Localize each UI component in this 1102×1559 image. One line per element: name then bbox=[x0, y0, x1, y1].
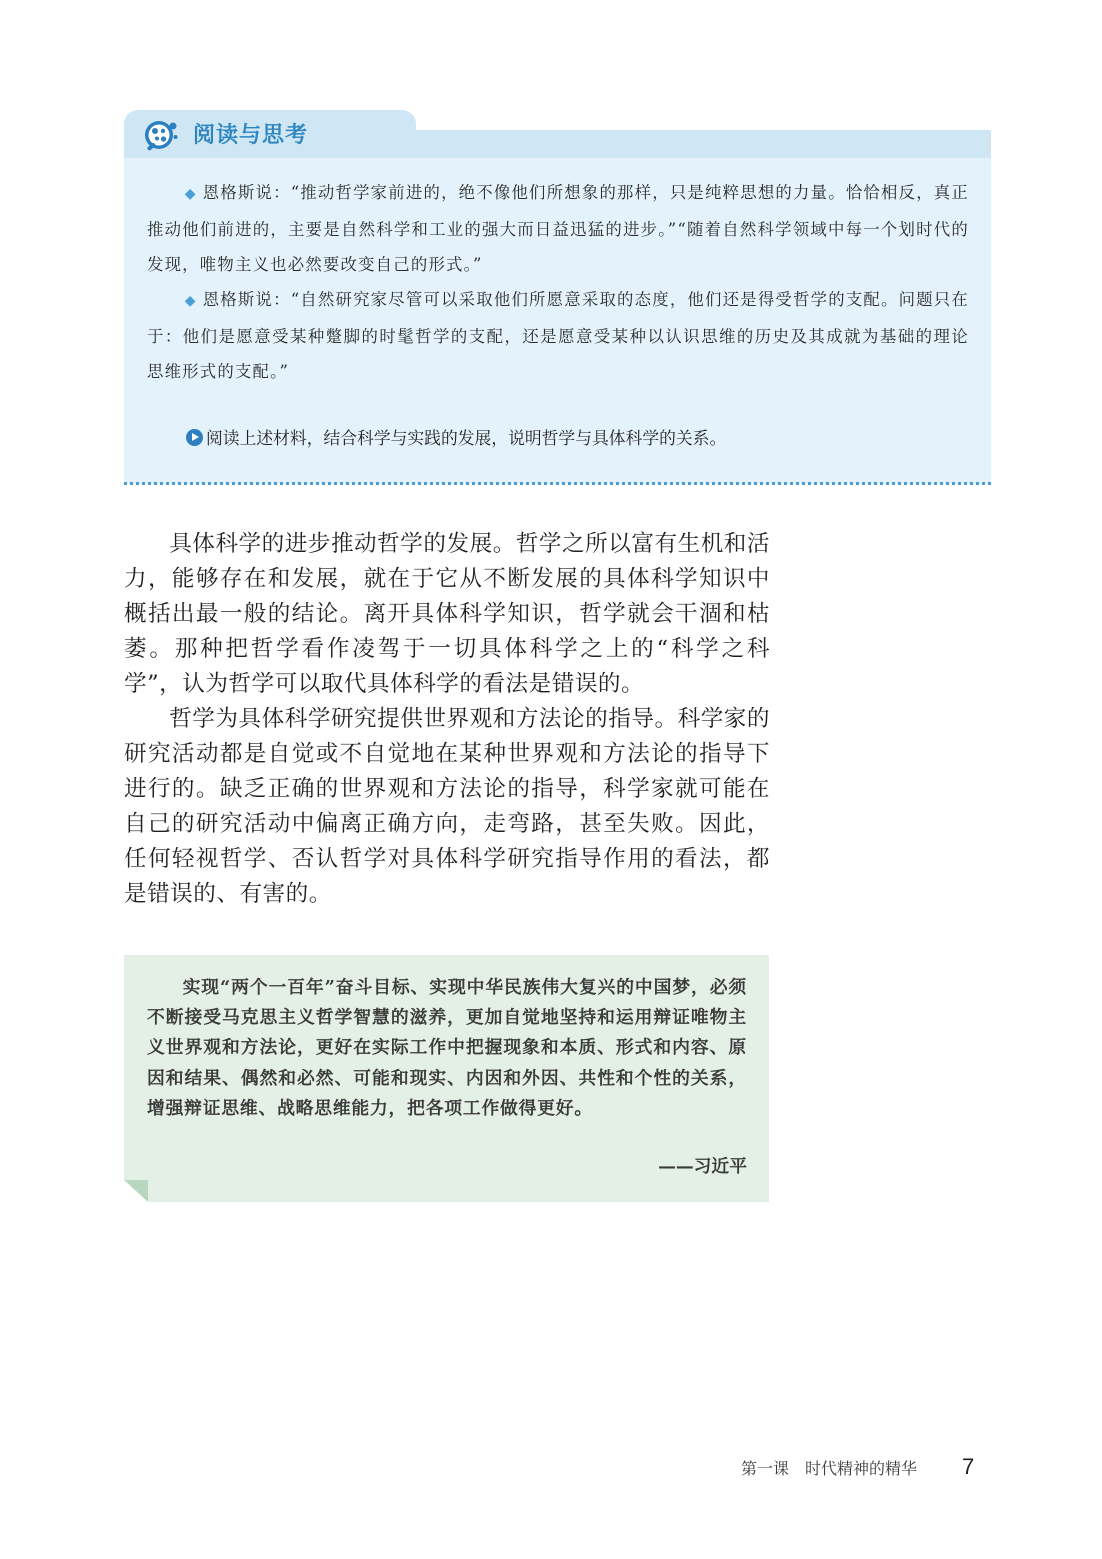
dotted-divider bbox=[124, 482, 991, 485]
quote-text: 恩格斯说：“自然研究家尽管可以采取他们所愿意采取的态度，他们还是得受哲学的支配。问题只在于：他们是愿意受某种蹩脚的时髦哲学的支配，还是愿意受某种以认识思维的历史及其成就为基础的理论思维形式的支配。” bbox=[147, 290, 969, 381]
question-text: 阅读上述材料，结合科学与实践的发展，说明哲学与具体科学的关系。 bbox=[206, 428, 727, 448]
reading-thinking-title: 阅读与思考 bbox=[193, 123, 309, 148]
quote-author: ——习近平 bbox=[658, 1156, 747, 1177]
body-paragraph: 具体科学的进步推动哲学的发展。哲学之所以富有生机和活力，能够存在和发展，就在于它从不断发展的具体科学知识中概括出最一般的结论。离开具体科学知识，哲学就会干涸和枯萎。那种把哲学看作凌驾于一切具体科学之上的“科学之科学”，认为哲学可以取代具体科学的看法是错误的。 bbox=[124, 531, 770, 697]
arrow-circle-icon bbox=[186, 429, 203, 446]
page-number: 7 bbox=[962, 1454, 975, 1479]
quote-text bbox=[147, 973, 747, 1124]
body-paragraph: 哲学为具体科学研究提供世界观和方法论的指导。科学家的研究活动都是自觉或不自觉地在某种世界观和方法论的指导下进行的。缺乏正确的世界观和方法论的指导，科学家就可能在自己的研究活动中偏离正确方向，走弯路，甚至失败。因此，任何轻视哲学、否认哲学对具体科学研究指导作用的看法，都是错误的、有害的。 bbox=[124, 706, 770, 907]
diamond-bullet-icon: ◆ bbox=[184, 186, 197, 202]
quote-paragraph bbox=[147, 282, 969, 389]
quote-paragraph bbox=[147, 175, 969, 282]
quote-box-folded-corner bbox=[124, 1180, 148, 1202]
reading-quotes bbox=[147, 175, 969, 389]
quote-paragraph: 实现“两个一百年”奋斗目标、实现中华民族伟大复兴的中国梦，必须不断接受马克思主义哲学智慧的滋养，更加自觉地坚持和运用辩证唯物主义世界观和方法论，更好在实际工作中把握现象和本质、形式和内容、原因和结果、偶然和必然、可能和现实、内因和外因、共性和个性的关系，增强辩证思维、战略思维能力，把各项工作做得更好。 bbox=[147, 977, 747, 1119]
reading-question bbox=[186, 424, 726, 452]
body-text bbox=[124, 527, 770, 912]
diamond-bullet-icon: ◆ bbox=[184, 293, 197, 309]
quote-text: 恩格斯说：“推动哲学家前进的，绝不像他们所想象的那样，只是纯粹思想的力量。恰恰相反，真正推动他们前进的，主要是自然科学和工业的强大而日益迅猛的进步。”“随着自然科学领域中每一个划时代的发现，唯物主义也必然要改变自己的形式。” bbox=[147, 183, 969, 274]
footer-chapter-title: 第一课 时代精神的精华 bbox=[741, 1459, 918, 1478]
reading-magnifier-icon bbox=[142, 116, 180, 154]
